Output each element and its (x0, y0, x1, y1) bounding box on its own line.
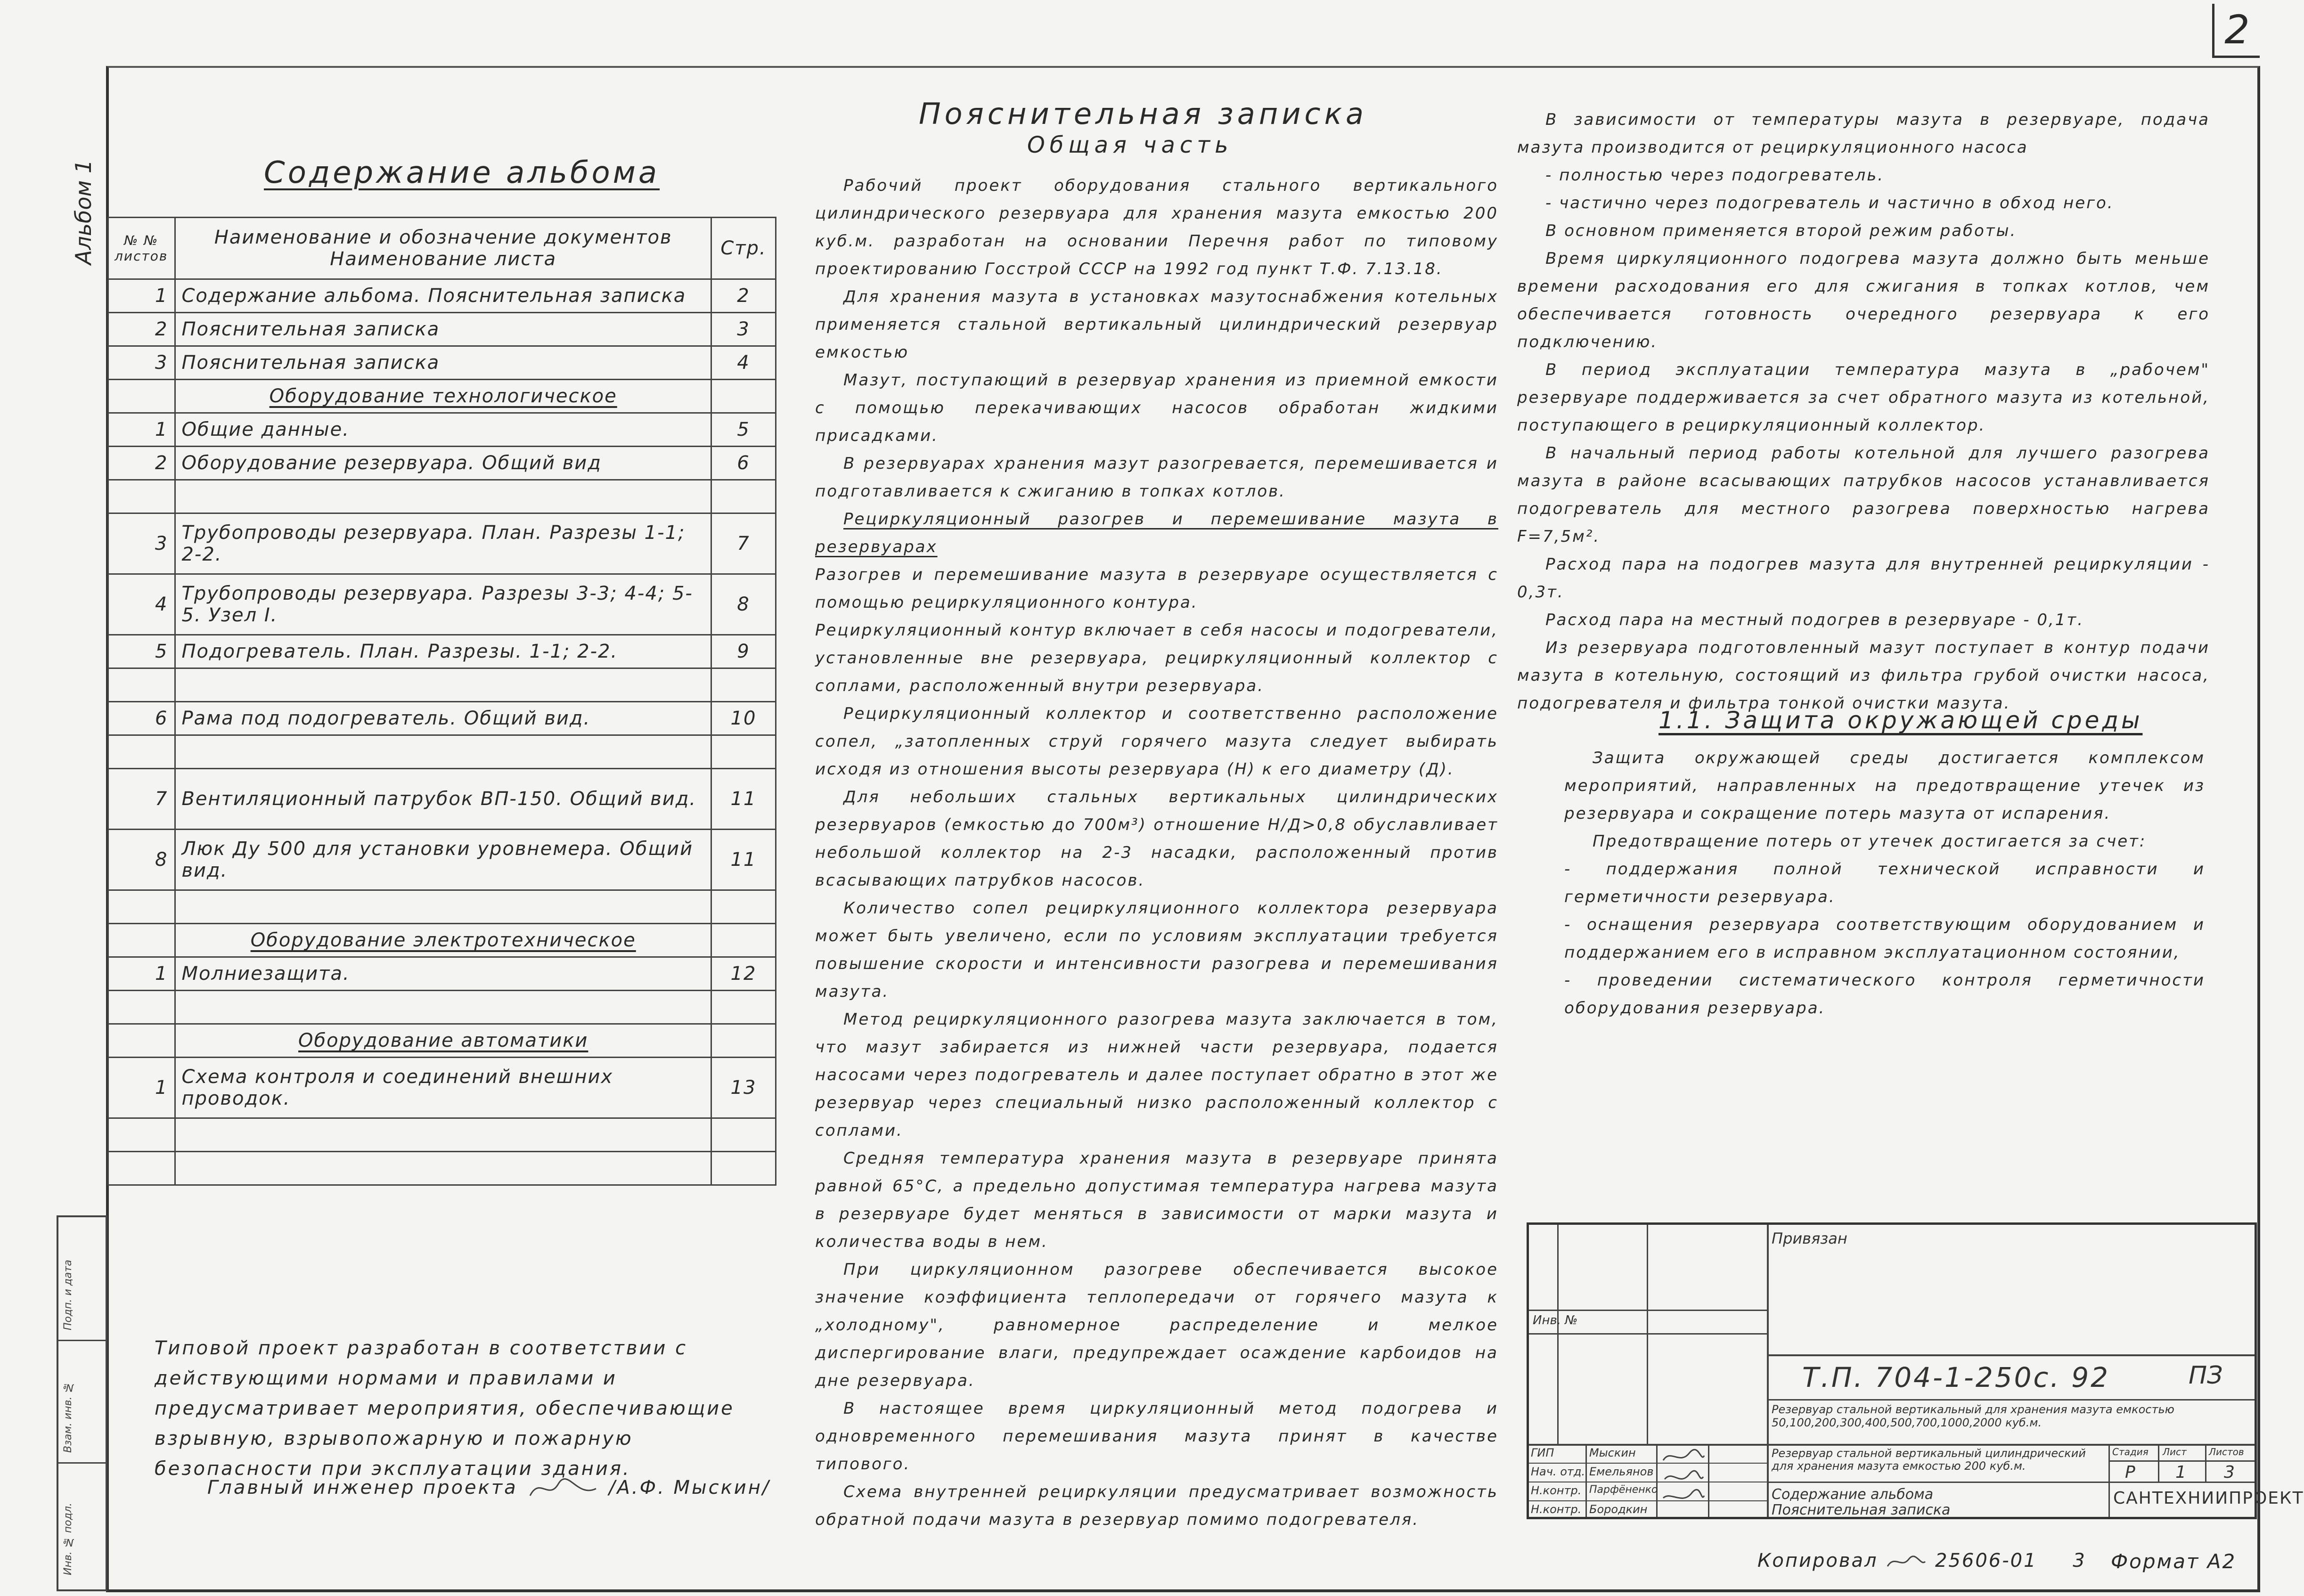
copyist-signature-image (1885, 1552, 1928, 1571)
environment-section (1564, 744, 2205, 1022)
toc-row (108, 513, 776, 574)
paragraph-block (815, 783, 1498, 895)
copy-sheet: 3 (2073, 1550, 2086, 1572)
toc-sheet-number (108, 924, 175, 957)
toc-sheet-number: 1 (108, 957, 175, 991)
toc-sheet-title: Люк Ду 500 для установки уровнемера. Общий вид. (175, 830, 711, 890)
toc-header-name-1: Наименование и обозначение документов (214, 227, 672, 248)
toc-page-number: 6 (711, 447, 776, 480)
toc-sheet-title: Вентиляционный патрубок ВП-150. Общий вид. (175, 769, 711, 830)
copied-line (1757, 1550, 2086, 1572)
strip-label: Подп. и дата (62, 1260, 74, 1330)
toc-row (108, 574, 776, 635)
toc-row (108, 668, 776, 702)
role-head: Нач. отд. (1531, 1465, 1585, 1478)
toc-sheet-title: Оборудование электротехническое (175, 924, 711, 957)
role-control: Н.контр. (1531, 1503, 1582, 1516)
copied-label: Копировал (1757, 1550, 1878, 1572)
paragraph-block (1564, 911, 2205, 967)
paragraph: Количество сопел рециркуляционного коллектора резервуара может быть увеличено, если по условиям эксплуатации требуется повышение скорости и интенсивности разогрева и перемешивания мазута. (815, 899, 1498, 1001)
toc-sheet-title: Содержание альбома. Пояснительная записка (175, 279, 711, 313)
paragraph-block (1517, 189, 2210, 217)
document-type: ПЗ (2189, 1361, 2223, 1390)
paragraph: В резервуарах хранения мазут разогревается, перемешивается и подготавливается к сжиганию в топках котлов. (815, 454, 1498, 501)
toc-sheet-title: Оборудование резервуара. Общий вид (175, 447, 711, 480)
signer-role: Главный инженер проекта (207, 1477, 518, 1498)
paragraph-block (815, 1478, 1498, 1534)
toc-page-number: 4 (711, 346, 776, 380)
toc-page-number: 2 (711, 279, 776, 313)
description-specific: Резервуар стальной вертикальный цилиндрический для хранения мазута емкостью 200 куб.м. (1772, 1447, 2086, 1473)
toc-sheet-title (175, 1152, 711, 1185)
toc-sheet-number (108, 668, 175, 702)
name-head: Емельянов (1589, 1465, 1654, 1478)
toc-page-number (711, 480, 776, 513)
toc-table (107, 217, 776, 1186)
toc-row (108, 890, 776, 924)
paragraph: Средняя температура хранения мазута в резервуаре принята равной 65°С, а предельно допустимая температура нагрева мазута в резервуаре будет меняться в зависимости от марки мазута и количества воды в нем. (815, 1149, 1498, 1251)
toc-sheet-number (108, 735, 175, 769)
paragraph-block (815, 1145, 1498, 1256)
toc-row (108, 1058, 776, 1118)
toc-row (108, 279, 776, 313)
toc-sheet-number: 1 (108, 279, 175, 313)
toc-row (108, 924, 776, 957)
paragraph-block (1517, 106, 2210, 162)
toc-page-number (711, 991, 776, 1024)
paragraph: При циркуляционном разогреве обеспечивается высокое значение коэффициента теплопередачи от горячего мазута к „холодному", равномерное распределение и мелкое диспергирование влаги, предупреждает осаждение карбоидов на дне резервуара. (815, 1260, 1498, 1390)
toc-row (108, 313, 776, 346)
role-gip: ГИП (1531, 1446, 1554, 1459)
paragraph-block (1517, 634, 2210, 717)
toc-page-number (711, 1152, 776, 1185)
toc-sheet-title (175, 480, 711, 513)
toc-sheet-title (175, 668, 711, 702)
paragraph-block (815, 283, 1498, 366)
stage-header: Стадия (2112, 1446, 2149, 1458)
toc-page-number: 13 (711, 1058, 776, 1118)
toc-header-page: Стр. (711, 218, 776, 279)
paragraph-block (1517, 440, 2210, 551)
paragraph: Расход пара на местный подогрев в резервуаре - 0,1т. (1545, 611, 2084, 629)
toc-sheet-number: 3 (108, 346, 175, 380)
toc-sheet-title: Подогреватель. План. Разрезы. 1-1; 2-2. (175, 635, 711, 668)
toc-row (108, 1152, 776, 1185)
toc-page-number: 3 (711, 313, 776, 346)
signer-name: /А.Ф. Мыскин/ (609, 1477, 771, 1498)
paragraph-block (815, 895, 1498, 1006)
toc-sheet-number: 2 (108, 447, 175, 480)
name-control: Бородкин (1589, 1503, 1648, 1516)
album-label: Альбом 1 (71, 159, 96, 265)
copy-code: 25606-01 (1935, 1550, 2037, 1572)
toc-sheet-title (175, 890, 711, 924)
paragraph: Для хранения мазута в установках мазутоснабжения котельных применяется стальной вертикальный цилиндрический резервуар емкостью (815, 287, 1498, 362)
toc-sheet-title: Трубопроводы резервуара. Разрезы 3-3; 4-4; 5-5. Узел I. (175, 574, 711, 635)
toc-page-number (711, 924, 776, 957)
toc-row (108, 380, 776, 413)
paragraph-block (815, 1006, 1498, 1145)
toc-row (108, 635, 776, 668)
toc-row (108, 447, 776, 480)
paragraph-block (1517, 162, 2210, 189)
toc-page-number: 8 (711, 574, 776, 635)
toc-sheet-title: Трубопроводы резервуара. План. Разрезы 1-1; 2-2. (175, 513, 711, 574)
paragraph: Защита окружающей среды достигается комплексом мероприятий, направленных на предотвращение утечек из резервуара и сокращение потерь мазута от испарения. (1564, 749, 2205, 823)
paragraph: Рециркуляционный контур включает в себя насосы и подогреватели, установленные вне резервуара, рециркуляционный коллектор с соплами, расположенный внутри резервуара. (815, 621, 1498, 695)
paragraph-block (1564, 744, 2205, 828)
toc-sheet-number (108, 1152, 175, 1185)
paragraph-block (1564, 828, 2205, 855)
left-stamp-strip (57, 1215, 107, 1591)
toc-sheet-number: 6 (108, 702, 175, 735)
paragraph: - частично через подогреватель и частично в обход него. (1545, 194, 2114, 212)
paragraph: - полностью через подогреватель. (1545, 166, 1885, 185)
sheet-number: 2 (2212, 4, 2260, 58)
paragraph: Разогрев и перемешивание мазута в резервуаре осуществляется с помощью рециркуляционного контура. (815, 565, 1498, 612)
toc-row (108, 769, 776, 830)
toc-sheet-number: 7 (108, 769, 175, 830)
toc-page-number: 10 (711, 702, 776, 735)
toc-sheet-title: Молниезащита. (175, 957, 711, 991)
toc-page-number: 11 (711, 830, 776, 890)
paragraph-block (815, 450, 1498, 505)
toc-sheet-number: 8 (108, 830, 175, 890)
strip-label: Инв. № подл. (62, 1503, 74, 1575)
organization-name: САНТЕХНИИПРОЕКТ (2113, 1489, 2304, 1508)
toc-sheet-number: 5 (108, 635, 175, 668)
paragraph: Предотвращение потерь от утечек достигается за счет: (1593, 832, 2147, 851)
toc-sheet-number (108, 480, 175, 513)
toc-page-number (711, 890, 776, 924)
paragraph: Из резервуара подготовленный мазут поступает в контур подачи мазута в котельную, состоящий из фильтра грубой очистки насоса, подогревателя и фильтра тонкой очистки мазута. (1517, 638, 2210, 713)
paragraph-block (1517, 217, 2210, 245)
toc-header-num: № № листов (108, 218, 175, 279)
toc-sheet-number: 1 (108, 1058, 175, 1118)
toc-page-number (711, 380, 776, 413)
toc-page-number: 11 (711, 769, 776, 830)
toc-page-number: 5 (711, 413, 776, 447)
strip-label: Взам. инв. № (62, 1381, 74, 1453)
paragraph: Рабочий проект оборудования стального вертикального цилиндрического резервуара для хранения мазута емкостью 200 куб.м. разработан на основании Перечня работ по типовому проектированию Госстрой СССР на 1992 год пункт Т.Ф. 7.13.18. (815, 176, 1498, 278)
toc-sheet-title: Пояснительная записка (175, 313, 711, 346)
sheets-value: 3 (2224, 1463, 2235, 1482)
toc-sheet-title: Схема контроля и соединений внешних проводок. (175, 1058, 711, 1118)
project-note: Типовой проект разработан в соответствии с действующими нормами и правилами и предусматривает мероприятия, обеспечивающие взрывную, взрывопожарную и пожарную безопасности при эксплуатации здания. (155, 1337, 735, 1480)
paragraph: Время циркуляционного подогрева мазута должно быть меньше времени расходования его для сжигания в топках котлов, чем обеспечивается готовность очередного резервуара к его подключению. (1517, 249, 2210, 351)
toc-sheet-number (108, 890, 175, 924)
toc-page-number (711, 668, 776, 702)
paragraph: Рециркуляционный разогрев и перемешивание мазута в резервуарах (815, 510, 1498, 556)
paragraph: - проведении систематического контроля герметичности оборудования резервуара. (1564, 971, 2205, 1018)
toc-row (108, 830, 776, 890)
paragraph-block (815, 561, 1498, 617)
inv-label: Инв. № (1533, 1313, 1578, 1327)
document-code: Т.П. 704-1-250с. 92 (1802, 1361, 2110, 1393)
toc-row (108, 991, 776, 1024)
paragraph-block (1517, 551, 2210, 606)
sheet-value: 1 (2175, 1463, 2186, 1482)
toc-sheet-number: 2 (108, 313, 175, 346)
environment-heading: 1.1. Защита окружающей среды (1659, 707, 2143, 734)
paragraph-block (815, 1395, 1498, 1478)
toc-page-number (711, 1118, 776, 1152)
title-block (1527, 1222, 2304, 1519)
sheet-header: Лист (2163, 1446, 2187, 1458)
toc-page-number: 9 (711, 635, 776, 668)
role-control: Н.контр. (1531, 1484, 1582, 1497)
paragraph-block (815, 172, 1498, 283)
toc-page-number (711, 735, 776, 769)
paragraph-block (815, 366, 1498, 450)
toc-page-number (711, 1024, 776, 1058)
paragraph-block (1517, 606, 2210, 634)
toc-header-name-2: Наименование листа (330, 248, 557, 270)
paragraph: Мазут, поступающий в резервуар хранения из приемной емкости с помощью перекачивающих насосов обработан жидкими присадками. (815, 371, 1498, 445)
paragraph: В настоящее время циркуляционный метод подогрева и одновременного перемешивания мазута принят в качестве типового. (815, 1399, 1498, 1474)
document-title-1: Содержание альбома (1772, 1486, 1934, 1503)
explanatory-column-2 (1517, 106, 2210, 717)
explanatory-column-1 (815, 172, 1498, 1534)
paragraph: В зависимости от температуры мазута в резервуаре, подача мазута производится от рециркуляционного насоса (1517, 110, 2210, 157)
toc-sheet-title (175, 1118, 711, 1152)
toc-sheet-number (108, 380, 175, 413)
sheets-header: Листов (2209, 1446, 2244, 1458)
toc-sheet-number (108, 1024, 175, 1058)
document-title-2: Пояснительная записка (1772, 1502, 1951, 1518)
toc-row (108, 480, 776, 513)
format-label: Формат А2 (2111, 1550, 2237, 1573)
paragraph-block (1564, 967, 2205, 1022)
paragraph-block (815, 700, 1498, 783)
paragraph: В основном применяется второй режим работы. (1545, 221, 2017, 240)
toc-title: Содержание альбома (264, 155, 660, 190)
toc-row (108, 957, 776, 991)
paragraph: Метод рециркуляционного разогрева мазута заключается в том, что мазут забирается из нижней части резервуара, подается насосами через подогреватель и далее поступает обратно в этот же резервуар через специальный низко расположенный коллектор с соплами. (815, 1010, 1498, 1140)
toc-row (108, 413, 776, 447)
toc-sheet-title: Общие данные. (175, 413, 711, 447)
paragraph: В период эксплуатации температура мазута в „рабочем" резервуаре поддерживается за счет обратного мазута из котельной, поступающего в рециркуляционный коллектор. (1517, 360, 2210, 435)
toc-sheet-number (108, 991, 175, 1024)
paragraph-block (1517, 245, 2210, 356)
paragraph: Рециркуляционный коллектор и соответственно расположение сопел, „затопленных струй горячего мазута следует выбирать исходя из отношения высоты резервуара (Н) к его диаметру (Д). (815, 704, 1498, 779)
toc-row (108, 346, 776, 380)
paragraph: В начальный период работы котельной для лучшего разогрева мазута в районе всасывающих патрубков насосов устанавливается подогреватель для местного разогрева поверхностью нагрева F=7,5м². (1517, 444, 2210, 546)
paragraph: Схема внутренней рециркуляции предусматривает возможность обратной подачи мазута в резервуар помимо подогревателя. (815, 1482, 1498, 1529)
toc-page-number: 7 (711, 513, 776, 574)
explanatory-subtitle: Общая часть (1027, 132, 1233, 158)
stage-value: Р (2125, 1463, 2135, 1482)
paragraph-block (815, 505, 1498, 561)
signatures-image (1661, 1446, 1706, 1515)
toc-header-name (175, 218, 711, 279)
paragraph-block (1517, 356, 2210, 440)
name-control: Парфёненко (1589, 1484, 1658, 1496)
toc-sheet-title (175, 735, 711, 769)
paragraph-block (815, 1256, 1498, 1395)
toc-row (108, 702, 776, 735)
paragraph-block (815, 617, 1498, 700)
description-general: Резервуар стальной вертикальный для хранения мазута емкостью 50,100,200,300,400,500,700,1000,2000 куб.м. (1772, 1403, 2174, 1429)
toc-row (108, 1024, 776, 1058)
toc-sheet-title: Пояснительная записка (175, 346, 711, 380)
paragraph: Расход пара на подогрев мазута для внутренней рециркуляции - 0,3т. (1517, 555, 2210, 602)
toc-sheet-number (108, 1118, 175, 1152)
chief-engineer-line (207, 1474, 770, 1503)
toc-row (108, 735, 776, 769)
toc-sheet-title: Рама под подогреватель. Общий вид. (175, 702, 711, 735)
signature-image (525, 1474, 601, 1503)
paragraph: - поддержания полной технической исправности и герметичности резервуара. (1564, 860, 2205, 906)
name-gip: Мыскин (1589, 1446, 1636, 1459)
paragraph: - оснащения резервуара соответствующим оборудованием и поддержанием его в исправном эксплуатационном состоянии, (1564, 915, 2205, 962)
toc-row (108, 1118, 776, 1152)
toc-page-number: 12 (711, 957, 776, 991)
toc-sheet-title: Оборудование автоматики (175, 1024, 711, 1058)
explanatory-title: Пояснительная записка (919, 97, 1368, 131)
toc-sheet-number: 1 (108, 413, 175, 447)
paragraph-block (1564, 855, 2205, 911)
paragraph: Для небольших стальных вертикальных цилиндрических резервуаров (емкостью до 700м³) отношение Н/Д>0,8 обуславливает небольшой коллектор на 2-3 насадки, расположенный против всасывающих патрубков насосов. (815, 788, 1498, 890)
attached-label: Привязан (1772, 1230, 1847, 1247)
toc-sheet-title: Оборудование технологическое (175, 380, 711, 413)
toc-sheet-title (175, 991, 711, 1024)
toc-sheet-number: 4 (108, 574, 175, 635)
toc-sheet-number: 3 (108, 513, 175, 574)
